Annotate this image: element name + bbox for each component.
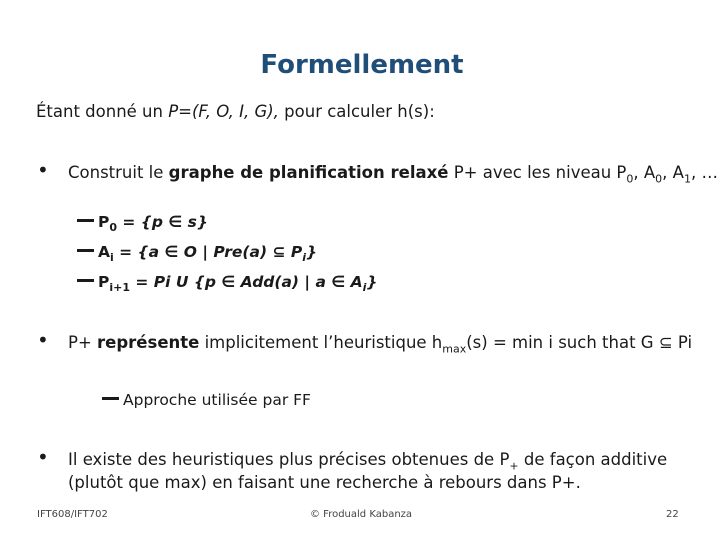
footer-page-number: 22	[666, 509, 679, 520]
sub-item-tail: }	[305, 243, 318, 261]
intro-line	[36, 102, 435, 121]
bullet-2-mid: implicitement l’heuristique h	[199, 333, 443, 352]
footer-course: IFT608/IFT702	[37, 509, 108, 520]
bullet-2-suffix: (s) = min i such that G ⊆ Pi	[466, 333, 693, 352]
sub-item-rest: = {p ∈ s}	[117, 213, 208, 231]
sub-item-lead: P	[98, 213, 110, 231]
intro-suffix: pour calculer h(s):	[278, 102, 435, 121]
bullet-1-suffix: , …	[690, 163, 718, 182]
sub-item-rest: = Pi U {p ∈ Add(a) | a ∈ A	[130, 273, 363, 291]
footer-author: © Froduald Kabanza	[310, 509, 413, 520]
bullet-1-mid3: , A	[662, 163, 684, 182]
bullet-3-line-1	[68, 450, 667, 472]
bullet-1	[68, 163, 718, 185]
sub-item-sub2: i	[302, 251, 306, 265]
sub-item-sub: 0	[109, 221, 118, 235]
sub-item-rest: = {a ∈ O | Pre(a) ⊆ P	[113, 243, 303, 261]
bullet-1-sub0: 0	[626, 172, 634, 186]
dash-marker	[77, 219, 94, 222]
bullet-3-prefix: Il existe des heuristiques plus précises obtenues de P	[68, 450, 510, 469]
bullet-dot: •	[37, 328, 49, 352]
intro-problem: P=(F, O, I, G),	[168, 102, 279, 121]
bullet-2-sub: max	[442, 342, 467, 356]
slide-title: Formellement	[260, 50, 464, 80]
dash-marker	[77, 279, 94, 282]
sub-item-sub2: i	[362, 281, 367, 295]
sub-item-tail: }	[366, 273, 378, 291]
dash-marker	[102, 397, 119, 400]
sub-item-lead: P	[98, 273, 110, 291]
bullet-1-prefix: Construit le	[68, 163, 169, 182]
bullet-3-line-2: (plutôt que max) en faisant une recherche à rebours dans P+.	[68, 473, 581, 492]
bullet-3-sub: +	[509, 459, 519, 473]
sub-item-p0	[77, 213, 208, 234]
bullet-2-sub-item	[102, 391, 311, 409]
bullet-dot: •	[37, 158, 49, 182]
bullet-1-mid2: , A	[633, 163, 656, 182]
bullet-1-sub2: 1	[683, 172, 691, 186]
bullet-3-suffix: de façon additive	[518, 450, 668, 469]
bullet-dot: •	[37, 445, 49, 469]
bullet-1-bold: graphe de planification relaxé	[168, 163, 449, 182]
bullet-2-sub-text: Approche utilisée par FF	[123, 391, 311, 409]
bullet-2-prefix: P+	[68, 333, 98, 352]
sub-item-pi1	[77, 273, 377, 294]
bullet-1-mid: P+ avec les niveau P	[448, 163, 627, 182]
bullet-1-sub1: 0	[655, 172, 663, 186]
sub-item-sub: i+1	[109, 281, 131, 295]
sub-item-lead: A	[98, 243, 110, 261]
bullet-2-bold: représente	[97, 333, 200, 352]
dash-marker	[77, 249, 94, 252]
sub-item-ai	[77, 243, 317, 264]
sub-item-sub: i	[110, 251, 114, 265]
intro-prefix: Étant donné un	[36, 102, 169, 121]
bullet-2	[68, 333, 692, 355]
